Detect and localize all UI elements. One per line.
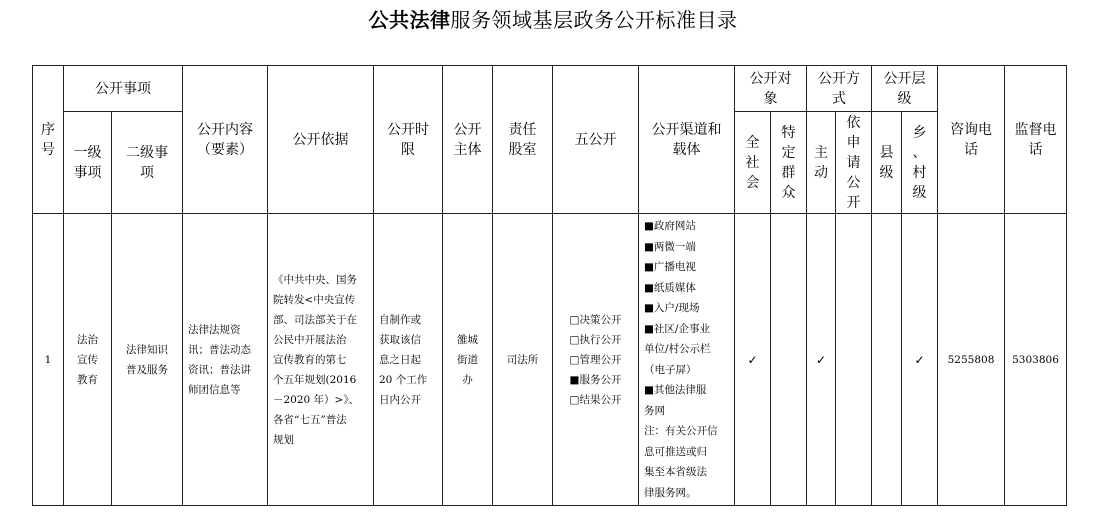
header-subject: 公开 主体 — [443, 66, 493, 214]
cell-level-town-check: ✓ — [902, 214, 938, 506]
channel-line: 律服务网。 — [644, 486, 697, 499]
cell-content: 法律法规资 讯；普法动态 资讯；普法讲 师团信息等 — [183, 214, 268, 506]
channel-line: ■两微一端 — [644, 240, 696, 253]
cell-time-limit: 自制作或 获取该信 息之日起 20 个工作 日内公开 — [374, 214, 443, 506]
five-public-item: □管理公开 — [569, 353, 622, 366]
channel-line: 注：有关公开信 — [644, 425, 718, 437]
channel-line: ■社区/企事业 — [644, 322, 710, 335]
five-public-item: □执行公开 — [569, 333, 622, 346]
channel-line: 集至本省级法 — [644, 466, 707, 478]
header-time-limit: 公开时 限 — [374, 66, 443, 214]
header-consult-phone: 咨询电 话 — [938, 66, 1005, 214]
cell-target-specific-check — [771, 214, 807, 506]
cell-subject: 雒城 街道 办 — [443, 214, 493, 506]
channel-line: （电子屏） — [644, 363, 697, 376]
page-title-bold: 公共法律 — [368, 8, 451, 32]
channel-line: ■入户/现场 — [644, 302, 700, 314]
header-channel: 公开渠道和 载体 — [639, 66, 735, 214]
header-target-specific: 特 定 群 众 — [771, 112, 807, 214]
header-method: 公开方 式 — [807, 66, 872, 112]
five-public-item: □决策公开 — [569, 313, 622, 326]
page-title-rest: 服务领域基层政务公开标准目录 — [450, 8, 738, 32]
five-public-item: ■服务公开 — [569, 373, 622, 386]
cell-consult-phone: 5255808 — [938, 214, 1005, 506]
header-supervise-phone: 监督电 话 — [1005, 66, 1067, 214]
header-level2: 二级事 项 — [112, 112, 183, 214]
cell-channels — [639, 214, 735, 506]
cell-basis: 《中共中央、国务 院转发<中央宣传 部、司法部关于在 公民中开展法治 宣传教育的第七 个五年规划(2016 －2020 年）>》、 各省“七五”普法 规划 — [268, 214, 374, 506]
channel-line: ■政府网站 — [644, 220, 696, 232]
channel-line: ■纸质媒体 — [644, 281, 696, 294]
channel-line: 务网 — [644, 404, 665, 417]
header-content: 公开内容 （要素） — [183, 66, 268, 214]
header-seq: 序 号 — [33, 66, 64, 214]
header-public-item: 公开事项 — [64, 66, 183, 112]
header-level-county: 县 级 — [872, 112, 902, 214]
channel-line: ■其他法律服 — [644, 384, 707, 396]
header-target: 公开对 象 — [735, 66, 807, 112]
page-title — [0, 6, 1106, 34]
cell-level1: 法治 宣传 教育 — [64, 214, 112, 506]
header-method-active: 主 动 — [807, 112, 836, 214]
channel-line: ■广播电视 — [644, 261, 696, 273]
header-five-public: 五公开 — [553, 66, 639, 214]
cell-method-active-check: ✓ — [807, 214, 836, 506]
cell-level-county-check — [872, 214, 902, 506]
cell-level2: 法律知识 普及服务 — [112, 214, 183, 506]
header-method-apply: 依 申 请 公 开 — [836, 112, 872, 214]
cell-seq: 1 — [33, 214, 64, 506]
cell-five-public — [553, 214, 639, 506]
header-basis: 公开依据 — [268, 66, 374, 214]
channel-line: 单位/村公示栏 — [644, 343, 711, 355]
header-level: 公开层 级 — [872, 66, 938, 112]
header-level1: 一级 事项 — [64, 112, 112, 214]
header-office: 责任 股室 — [493, 66, 553, 214]
header-target-all: 全 社 会 — [735, 112, 771, 214]
cell-target-all-check: ✓ — [735, 214, 771, 506]
channel-line: 息可推送或归 — [644, 445, 707, 458]
disclosure-catalog-table — [32, 65, 1067, 506]
table-row — [33, 214, 1067, 506]
cell-method-apply-check — [836, 214, 872, 506]
cell-office: 司法所 — [493, 214, 553, 506]
header-level-town: 乡 、 村 级 — [902, 112, 938, 214]
cell-supervise-phone: 5303806 — [1005, 214, 1067, 506]
five-public-item: □结果公开 — [569, 393, 622, 406]
